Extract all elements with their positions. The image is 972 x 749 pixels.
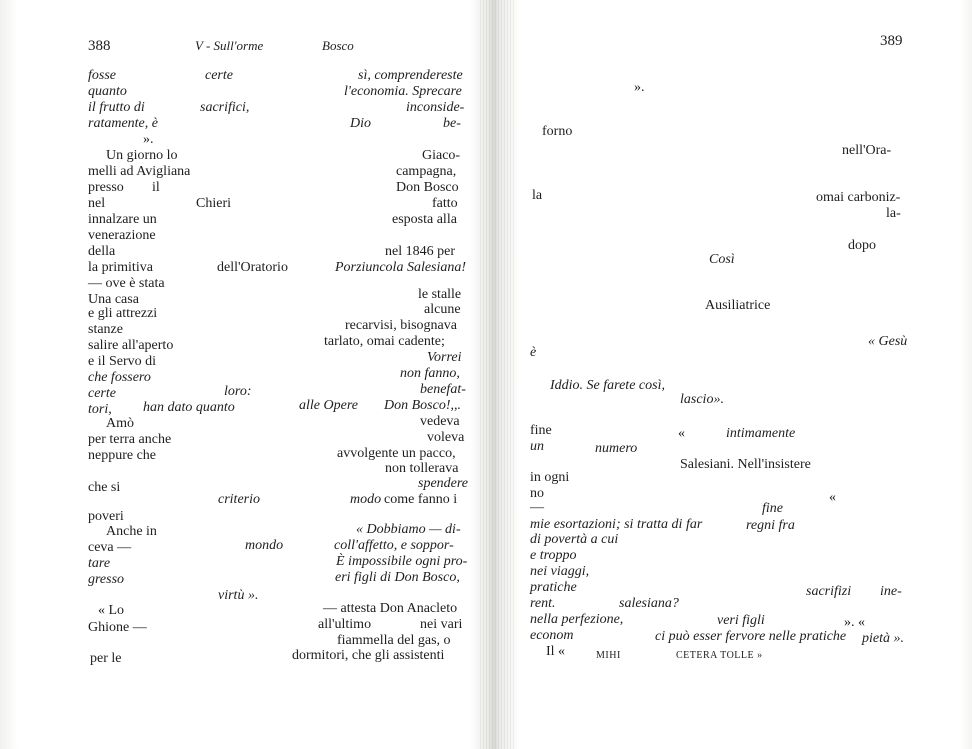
- text-line: modo: [350, 492, 382, 507]
- text-line: omai carboniz-: [816, 190, 901, 205]
- text-line: Ghione —: [88, 620, 147, 635]
- text-line: È impossibile ogni pro-: [336, 554, 468, 569]
- text-line: campagna,: [396, 164, 457, 179]
- text-line: non tollerava: [385, 461, 459, 476]
- text-line: numero: [595, 441, 638, 456]
- text-line: venerazione: [88, 228, 156, 243]
- text-line: ci può esser fervore nelle pratiche: [655, 629, 847, 644]
- text-line: è: [530, 345, 537, 360]
- text-line: e troppo: [530, 548, 577, 563]
- text-line: la primitiva: [88, 260, 153, 275]
- text-line: Il «: [546, 644, 566, 659]
- text-line: « Dobbiamo — di-: [356, 522, 461, 537]
- text-line: salire all'aperto: [88, 338, 174, 353]
- text-line: tori,: [88, 402, 112, 417]
- text-line: ceva —: [88, 540, 132, 555]
- text-line: MIHI: [596, 650, 621, 661]
- text-line: « Gesù: [868, 334, 908, 349]
- text-line: sacrifici,: [200, 100, 250, 115]
- text-line: un: [530, 439, 544, 454]
- text-line: salesiana?: [619, 596, 679, 611]
- text-line: ».: [634, 80, 645, 95]
- text-line: rent.: [530, 596, 556, 611]
- text-line: nella perfezione,: [530, 612, 624, 627]
- text-line: Dio: [350, 116, 371, 131]
- text-line: il: [152, 180, 160, 195]
- text-line: di povertà a cui: [530, 532, 619, 547]
- text-line: Così: [709, 252, 735, 267]
- text-line: certe: [205, 68, 233, 83]
- text-line: non fanno,: [400, 366, 460, 381]
- text-line: «: [829, 490, 836, 505]
- text-line: vedeva: [420, 414, 460, 429]
- text-line: Don Bosco: [396, 180, 459, 195]
- text-line: spendere: [418, 476, 469, 491]
- text-line: Ausiliatrice: [705, 298, 771, 313]
- text-line: Chieri: [196, 196, 231, 211]
- text-line: gresso: [88, 572, 125, 587]
- text-line: regni fra: [746, 518, 795, 533]
- text-line: benefat-: [420, 382, 466, 397]
- text-line: le stalle: [418, 287, 462, 302]
- text-line: voleva: [427, 430, 465, 445]
- text-line: nei vari: [420, 617, 463, 632]
- text-line: nel: [88, 196, 106, 211]
- text-line: Amò: [106, 416, 134, 431]
- text-line: neppure che: [88, 448, 157, 463]
- text-line: e il Servo di: [88, 354, 157, 369]
- text-line: — ove è stata: [88, 276, 165, 291]
- text-line: intimamente: [726, 426, 796, 441]
- text-line: CETERA TOLLE »: [676, 650, 763, 661]
- text-line: pratiche: [530, 580, 577, 595]
- text-line: esposta alla: [392, 212, 457, 227]
- text-line: innalzare un: [88, 212, 157, 227]
- text-line: per terra anche: [88, 432, 172, 447]
- text-line: la-: [886, 206, 901, 221]
- text-line: recarvisi, bisognava: [345, 318, 457, 333]
- text-line: nei viaggi,: [530, 564, 590, 579]
- text-line: l'economia. Sprecare: [344, 84, 462, 99]
- text-line: Don Bosco!,,.: [384, 398, 461, 413]
- text-line: mie esortazioni; si tratta di far: [530, 517, 703, 532]
- text-line: loro:: [224, 384, 252, 399]
- text-line: all'ultimo: [318, 617, 372, 632]
- running-head-right: Bosco: [322, 38, 354, 53]
- text-line: stanze: [88, 322, 123, 337]
- text-line: poveri: [88, 509, 124, 524]
- text-line: sacrifizi: [806, 584, 852, 599]
- text-line: per le: [90, 651, 122, 666]
- text-line: dormitori, che gli assistenti: [292, 648, 445, 663]
- page-number-left: 388: [88, 38, 111, 54]
- text-line: Porziuncola Salesiana!: [335, 260, 467, 275]
- text-line: e gli attrezzi: [88, 306, 158, 321]
- text-line: Vorrei: [427, 350, 462, 365]
- text-line: della: [88, 244, 116, 259]
- text-line: che si: [88, 480, 121, 495]
- text-line: presso: [88, 180, 124, 195]
- text-line: eri figli di Don Bosco,: [335, 570, 460, 585]
- text-line: tarlato, omai cadente;: [324, 334, 445, 349]
- text-line: dell'Oratorio: [217, 260, 288, 275]
- text-line: Anche in: [106, 524, 157, 539]
- text-line: fine: [762, 501, 783, 516]
- text-line: pietà ».: [862, 631, 904, 646]
- text-line: nel 1846 per: [385, 244, 455, 259]
- running-head: V - Sull'orme: [195, 38, 264, 53]
- page-number-right: 389: [880, 33, 903, 49]
- text-line: fosse: [88, 68, 116, 83]
- text-line: — attesta Don Anacleto: [323, 601, 458, 616]
- text-line: ratamente, è: [88, 116, 158, 131]
- text-line: mondo: [245, 538, 284, 553]
- text-line: —: [530, 500, 544, 515]
- text-line: han dato quanto: [143, 400, 235, 415]
- text-line: che fossero: [88, 370, 151, 385]
- text-line: come fanno i: [384, 492, 458, 507]
- text-line: Giaco-: [422, 148, 461, 163]
- text-line: certe: [88, 386, 116, 401]
- text-line: lascio».: [680, 392, 724, 407]
- text-line: Salesiani. Nell'insistere: [680, 457, 811, 472]
- text-line: ».: [143, 132, 154, 147]
- text-line: be-: [443, 116, 461, 131]
- text-line: Un giorno lo: [106, 148, 178, 163]
- text-line: Una casa: [88, 292, 139, 307]
- text-line: econom: [530, 628, 574, 643]
- text-line: «: [678, 426, 685, 441]
- text-line: quanto: [88, 84, 127, 99]
- text-line: la: [532, 188, 543, 203]
- text-line: il frutto di: [88, 100, 145, 115]
- text-line: melli ad Avigliana: [88, 164, 191, 179]
- text-line: ». «: [844, 615, 865, 630]
- text-line: Iddio. Se farete così,: [550, 378, 665, 393]
- text-line: fiammella del gas, o: [337, 633, 451, 648]
- text-line: avvolgente un pacco,: [337, 446, 456, 461]
- text-line: inconside-: [406, 100, 465, 115]
- text-line: « Lo: [98, 603, 125, 618]
- text-line: forno: [542, 124, 573, 139]
- text-line: no: [530, 486, 544, 501]
- text-line: fatto: [432, 196, 458, 211]
- text-line: alcune: [424, 302, 461, 317]
- text-line: dopo: [848, 238, 876, 253]
- text-line: coll'affetto, e soppor-: [334, 538, 454, 553]
- text-line: alle Opere: [299, 398, 358, 413]
- text-line: ine-: [880, 584, 902, 599]
- text-line: criterio: [218, 492, 260, 507]
- text-line: nell'Ora-: [842, 143, 892, 158]
- text-line: fine: [530, 423, 552, 438]
- text-line: sì, comprendereste: [358, 68, 463, 83]
- text-line: tare: [88, 556, 111, 571]
- text-line: virtù ».: [218, 588, 259, 603]
- text-line: veri figli: [717, 613, 765, 628]
- text-line: in ogni: [530, 470, 570, 485]
- book-gutter: [480, 0, 516, 749]
